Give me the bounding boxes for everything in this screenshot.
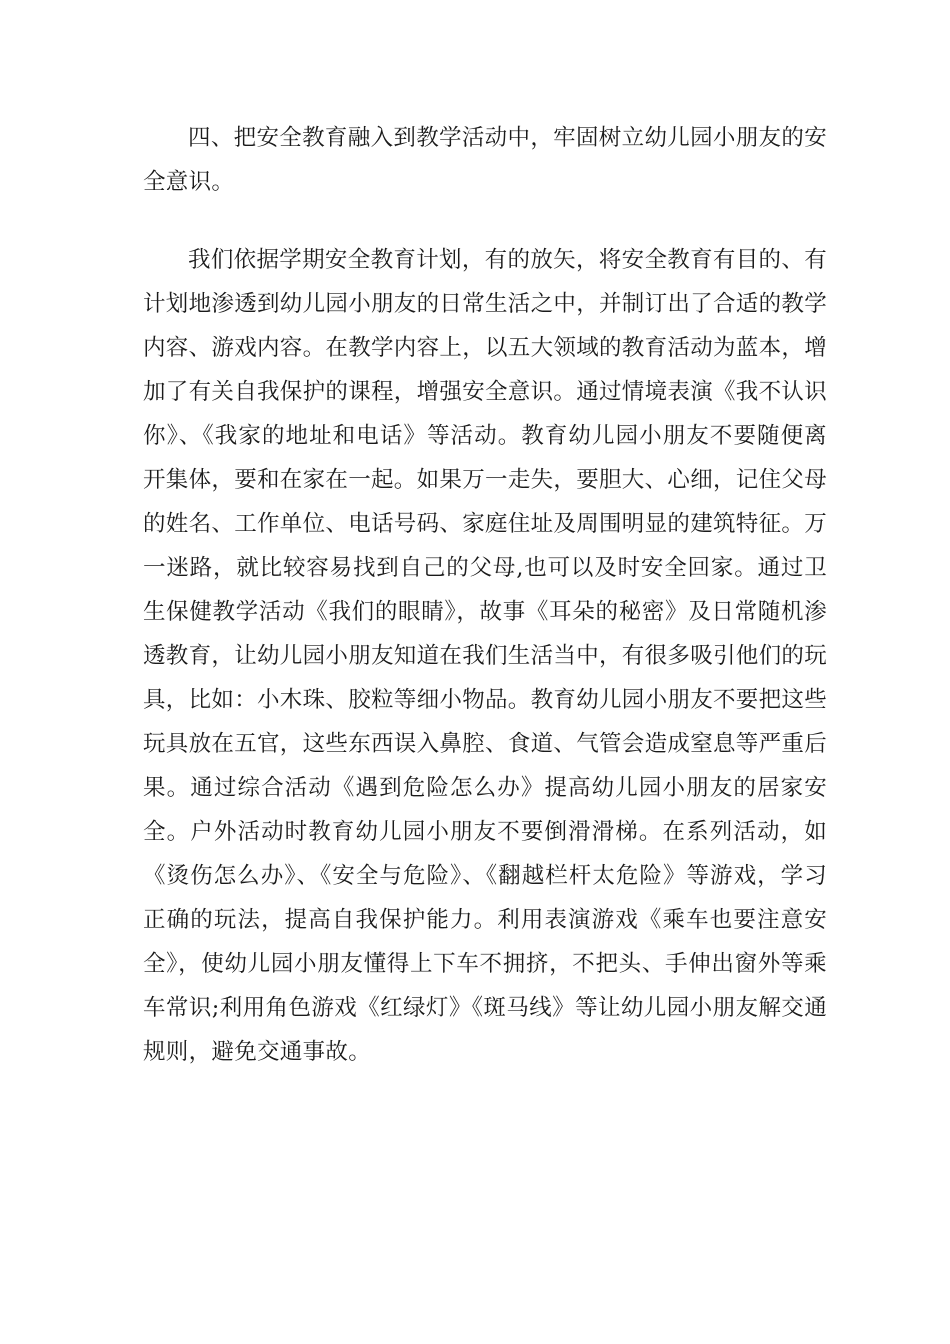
document-body	[143, 116, 827, 1074]
body-paragraph: 我们依据学期安全教育计划，有的放矢，将安全教育有目的、有计划地渗透到幼儿园小朋友的日常生活之中，并制订出了合适的教学内容、游戏内容。在教学内容上，以五大领域的教育活动为蓝本，增加了有关自我保护的课程，增强安全意识。通过情境表演《我不认识你》、《我家的地址和电话》等活动。教育幼儿园小朋友不要随便离开集体，要和在家在一起。如果万一走失，要胆大、心细，记住父母的姓名、工作单位、电话号码、家庭住址及周围明显的建筑特征。万一迷路，就比较容易找到自己的父母,也可以及时安全回家。通过卫生保健教学活动《我们的眼睛》，故事《耳朵的秘密》及日常随机渗透教育，让幼儿园小朋友知道在我们生活当中，有很多吸引他们的玩具，比如：小木珠、胶粒等细小物品。教育幼儿园小朋友不要把这些玩具放在五官，这些东西误入鼻腔、食道、气管会造成窒息等严重后果。通过综合活动《遇到危险怎么办》提高幼儿园小朋友的居家安全。户外活动时教育幼儿园小朋友不要倒滑滑梯。在系列活动，如《烫伤怎么办》、《安全与危险》、《翻越栏杆太危险》等游戏，学习正确的玩法，提高自我保护能力。利用表演游戏《乘车也要注意安全》，使幼儿园小朋友懂得上下车不拥挤，不把头、手伸出窗外等乘车常识;利用角色游戏《红绿灯》《斑马线》等让幼儿园小朋友解交通规则，避免交通事故。	[143, 247, 828, 1065]
section-heading-paragraph: 四、把安全教育融入到教学活动中，牢固树立幼儿园小朋友的安全意识。	[143, 125, 827, 195]
